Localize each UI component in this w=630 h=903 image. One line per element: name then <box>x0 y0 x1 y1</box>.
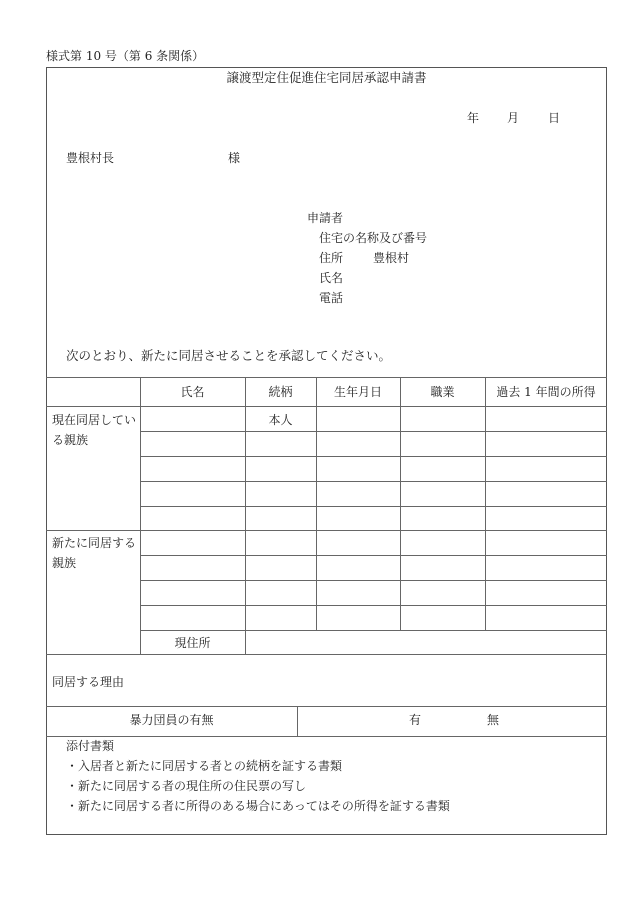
form-title: 譲渡型定住促進住宅同居承認申請書 <box>226 70 427 85</box>
attachment-item: ・入居者と新たに同居する者との続柄を証する書類 <box>66 759 343 773</box>
table-row-line <box>140 605 607 606</box>
form-number-label: 様式第 10 号（第 6 条関係） <box>46 49 205 63</box>
table-top-line <box>46 377 607 378</box>
header-income: 過去 1 年間の所得 <box>496 385 596 399</box>
table-row-line <box>140 481 607 482</box>
reason-label: 同居する理由 <box>52 675 125 689</box>
current-address-label: 現住所 <box>174 636 211 650</box>
gang-divider <box>297 706 298 736</box>
table-col-line <box>485 377 486 630</box>
table-row-line <box>140 580 607 581</box>
table-col-line <box>316 377 317 630</box>
gang-bottom-line <box>46 736 607 737</box>
addressee-name: 豊根村長 <box>66 151 115 165</box>
table-row-line <box>140 555 607 556</box>
header-occupation: 職業 <box>430 385 455 399</box>
gang-yes-option: 有 <box>409 713 422 727</box>
table-group-line <box>46 530 607 531</box>
table-col-line <box>140 377 141 654</box>
attachment-item: ・新たに同居する者の現住所の住民票の写し <box>66 779 307 793</box>
applicant-heading: 申請者 <box>307 211 344 225</box>
self-relation-cell: 本人 <box>268 413 293 427</box>
header-name: 氏名 <box>180 385 205 399</box>
date-month: 月 <box>507 111 520 125</box>
gang-label: 暴力団員の有無 <box>129 713 214 727</box>
gang-no-option: 無 <box>487 713 500 727</box>
applicant-address-label: 住所 <box>319 251 344 265</box>
request-text: 次のとおり、新たに同居させることを承認してください。 <box>66 348 392 363</box>
table-col-line <box>400 377 401 630</box>
table-header-line <box>46 406 607 407</box>
applicant-house-label: 住宅の名称及び番号 <box>319 231 428 245</box>
attachments-heading: 添付書類 <box>66 739 115 753</box>
date-day: 日 <box>548 111 561 125</box>
header-birthdate: 生年月日 <box>333 385 382 399</box>
reason-bottom-line <box>46 706 607 707</box>
attachment-item: ・新たに同居する者に所得のある場合にあってはその所得を証する書類 <box>66 799 450 813</box>
addressee-honorific: 様 <box>228 151 241 165</box>
table-row-line <box>140 506 607 507</box>
table-bottom-line <box>46 654 607 655</box>
current-household-label: 現在同居している親族 <box>52 413 137 447</box>
applicant-name-label: 氏名 <box>319 271 344 285</box>
header-relation: 続柄 <box>268 385 293 399</box>
table-row-line <box>140 630 607 631</box>
applicant-address-value: 豊根村 <box>373 251 410 265</box>
date-year: 年 <box>467 111 480 125</box>
applicant-phone-label: 電話 <box>319 291 344 305</box>
table-row-line <box>140 456 607 457</box>
table-row-line <box>140 431 607 432</box>
new-household-label: 新たに同居する親族 <box>52 536 137 570</box>
